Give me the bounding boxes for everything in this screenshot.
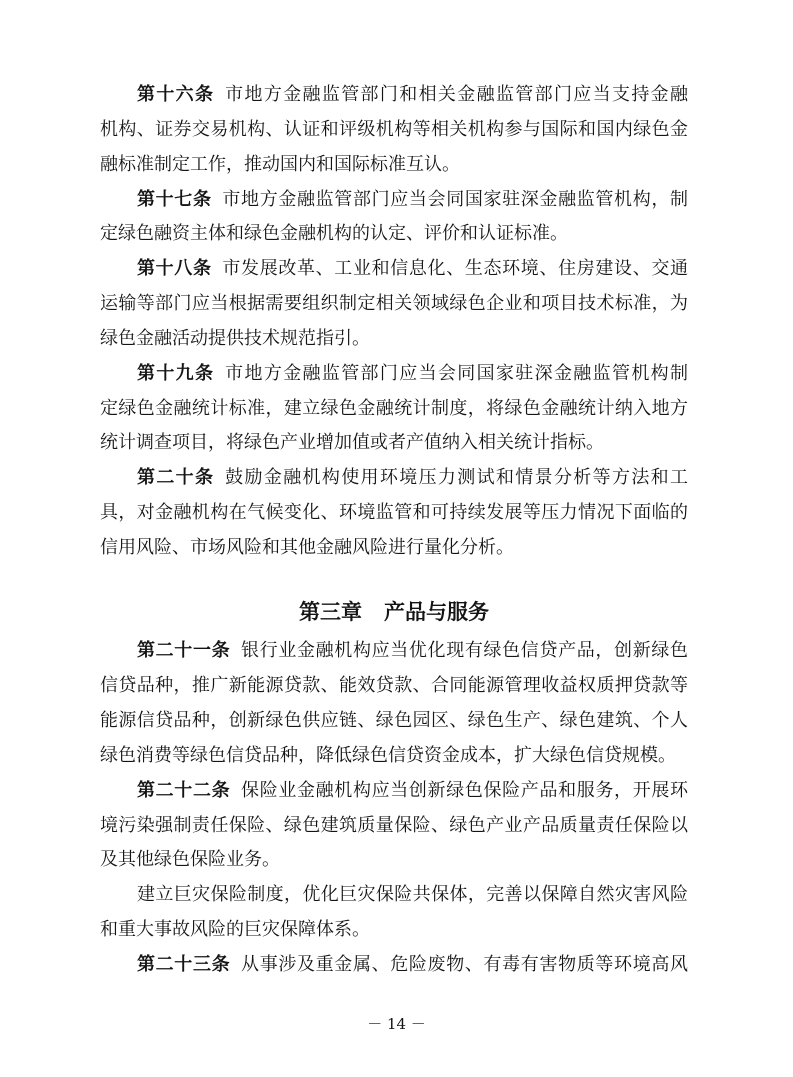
paragraph-line: 绿色金融活动提供技术规范指引。 — [100, 327, 370, 349]
paragraph-line — [100, 357, 688, 392]
article-label: 第十六条 — [137, 84, 215, 105]
article-text: 从事涉及重金属、危险废物、有毒有害物质等环境高风 — [241, 954, 688, 975]
article-text: 保险业金融机构应当创新绿色保险产品和服务，开展环 — [241, 779, 688, 801]
paragraph-line: 绿色消费等绿色信贷品种，降低绿色信贷资金成本，扩大绿色信贷规模。 — [100, 744, 676, 766]
chapter-number: 第三章 — [299, 600, 362, 625]
paragraph-line — [100, 78, 688, 113]
paragraph-line: 信用风险、市场风险和其他金融风险进行量化分析。 — [100, 536, 514, 558]
article-text: 市地方金融监管部门应当会同国家驻深金融监管机构，制 — [222, 188, 688, 210]
paragraph-line — [100, 774, 688, 809]
paragraph-line: 信贷品种，推广新能源贷款、能效贷款、合同能源管理收益权质押贷款等 — [100, 675, 688, 697]
article-paragraph — [100, 948, 688, 983]
paragraph-line: 融标准制定工作，推动国内和国际标准互认。 — [100, 153, 460, 175]
article-paragraph — [100, 634, 688, 773]
article-text: 市发展改革、工业和信息化、生态环境、住房建设、交通 — [222, 258, 688, 280]
article-text: 鼓励金融机构使用环境压力测试和情景分析等方法和工 — [225, 467, 688, 489]
paragraph-line: 定绿色融资主体和绿色金融机构的认定、评价和认证标准。 — [100, 223, 568, 245]
paragraph-line: 及其他绿色保险业务。 — [100, 849, 280, 871]
article-label: 第十九条 — [137, 362, 215, 384]
paragraph-line — [100, 461, 688, 496]
document-body — [100, 78, 688, 983]
article-label: 第十八条 — [137, 258, 212, 280]
article-paragraph — [100, 252, 688, 357]
chapter-title: 产品与服务 — [384, 600, 489, 625]
article-label: 第二十条 — [137, 467, 215, 489]
article-label: 第二十三条 — [137, 954, 231, 975]
paragraph-line: 境污染强制责任保险、绿色建筑质量保险、绿色产业产品质量责任保险以 — [100, 814, 688, 836]
paragraph-line: 机构、证券交易机构、认证和评级机构等相关机构参与国际和国内绿色金 — [100, 118, 688, 140]
paragraph-line: 运输等部门应当根据需要组织制定相关领域绿色企业和项目技术标准，为 — [100, 293, 688, 315]
article-paragraph — [100, 774, 688, 879]
page-number: － 14 － — [367, 1015, 426, 1033]
paragraph-line: 定绿色金融统计标准，建立绿色金融统计制度，将绿色金融统计纳入地方 — [100, 397, 688, 419]
article-text: 银行业金融机构应当优化现有绿色信贷产品，创新绿色 — [241, 640, 688, 662]
paragraph-line — [100, 948, 688, 983]
article-text: 市地方金融监管部门和相关金融监管部门应当支持金融 — [225, 84, 688, 105]
article-paragraph — [100, 357, 688, 462]
paragraph-line: 和重大事故风险的巨灾保障体系。 — [100, 919, 370, 941]
paragraph-line: 统计调查项目，将绿色产业增加值或者产值纳入相关统计指标。 — [100, 432, 604, 454]
article-paragraph — [100, 461, 688, 566]
article-paragraph — [100, 183, 688, 253]
article-label: 第二十一条 — [137, 640, 231, 662]
paragraph-line — [100, 252, 688, 287]
paragraph-line: 能源信贷品种，创新绿色供应链、绿色园区、绿色生产、绿色建筑、个人 — [100, 710, 688, 732]
paragraph-line — [100, 634, 688, 669]
paragraph-line — [100, 183, 688, 218]
plain-paragraph — [100, 878, 688, 948]
chapter-heading — [100, 590, 688, 634]
paragraph-line: 建立巨灾保险制度，优化巨灾保险共保体，完善以保障自然灾害风险 — [137, 884, 688, 906]
paragraph-line: 具，对金融机构在气候变化、环境监管和可持续发展等压力情况下面临的 — [100, 502, 688, 524]
article-label: 第十七条 — [137, 188, 212, 210]
article-label: 第二十二条 — [137, 779, 231, 801]
article-text: 市地方金融监管部门应当会同国家驻深金融监管机构制 — [225, 362, 688, 384]
article-paragraph — [100, 78, 688, 183]
